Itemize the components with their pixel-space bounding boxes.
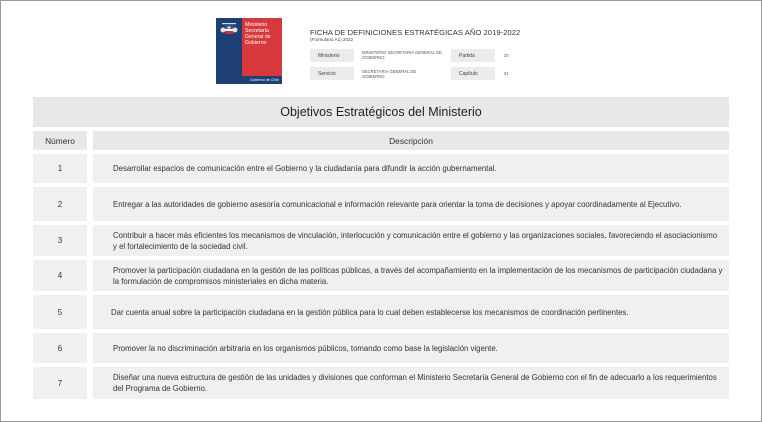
row-number: 2 — [33, 187, 87, 221]
logo-footer-text: Gobierno de Chile — [250, 78, 279, 82]
row-number: 7 — [33, 367, 87, 399]
document-subtitle: (Formulario A1) 2022 — [310, 37, 354, 42]
ministry-logo — [216, 18, 282, 84]
ministerio-label: Ministerio — [310, 49, 354, 62]
servicio-label: Servicio — [310, 67, 354, 80]
column-header-number: Número — [33, 131, 87, 150]
capitulo-value: 01 — [504, 71, 509, 76]
partida-value: 20 — [504, 53, 509, 58]
row-number: 1 — [33, 154, 87, 183]
section-title: Objetivos Estratégicos del Ministerio — [33, 97, 729, 127]
row-description: Entregar a las autoridades de gobierno asesoría comunicacional e información relevante para orientar la toma de decisiones y apoyar coordinadamente al Ejecutivo. — [93, 187, 729, 221]
row-description: Promover la participación ciudadana en la gestión de las políticas públicas, a través del acompañamiento en la implementación de los mecanismos de participación ciudadana y la formulación de compromisos ministeriales en dicha materia. — [93, 260, 729, 291]
row-description: Contribuir a hacer más eficientes los mecanismos de vinculación, interlocución y comunicación entre el gobierno y las organizaciones sociales, favoreciendo el asociacionismo y el fortalecimiento de la sociedad civil. — [93, 225, 729, 256]
logo-footer — [216, 76, 282, 84]
row-number: 5 — [33, 295, 87, 329]
row-description: Dar cuenta anual sobre la participación ciudadana en la gestión pública para lo cual deben establecerse los mecanismos de coordinación pertinentes. — [93, 295, 729, 329]
coat-of-arms-icon — [219, 22, 239, 38]
logo-blue-band — [216, 18, 242, 84]
capitulo-label: Capítulo — [451, 67, 495, 80]
row-number: 6 — [33, 333, 87, 363]
logo-text: Ministerio Secretaría General de Gobierno — [245, 22, 271, 46]
partida-label: Partida — [451, 49, 495, 62]
servicio-value: SECRETARIA GENERAL DE GOBIERNO — [362, 69, 417, 80]
row-number: 3 — [33, 225, 87, 256]
ministerio-value: MINISTERIO SECRETARIA GENERAL DE GOBIERNO — [362, 50, 442, 61]
column-header-description: Descripción — [93, 131, 729, 150]
logo-red-band — [242, 18, 282, 84]
row-description: Diseñar una nueva estructura de gestión de las unidades y divisiones que conforman el Ministerio Secretaría General de Gobierno con el fin de adecuarlo a los requerimientos del Programa de Gobierno. — [93, 367, 729, 399]
row-number: 4 — [33, 260, 87, 291]
document-title: FICHA DE DEFINICIONES ESTRATÉGICAS AÑO 2019-2022 — [310, 28, 521, 37]
row-description: Promover la no discriminación arbitraria en los organismos públicos, tomando como base la legislación vigente. — [93, 333, 729, 363]
row-description: Desarrollar espacios de comunicación entre el Gobierno y la ciudadanía para difundir la acción gubernamental. — [93, 154, 729, 183]
